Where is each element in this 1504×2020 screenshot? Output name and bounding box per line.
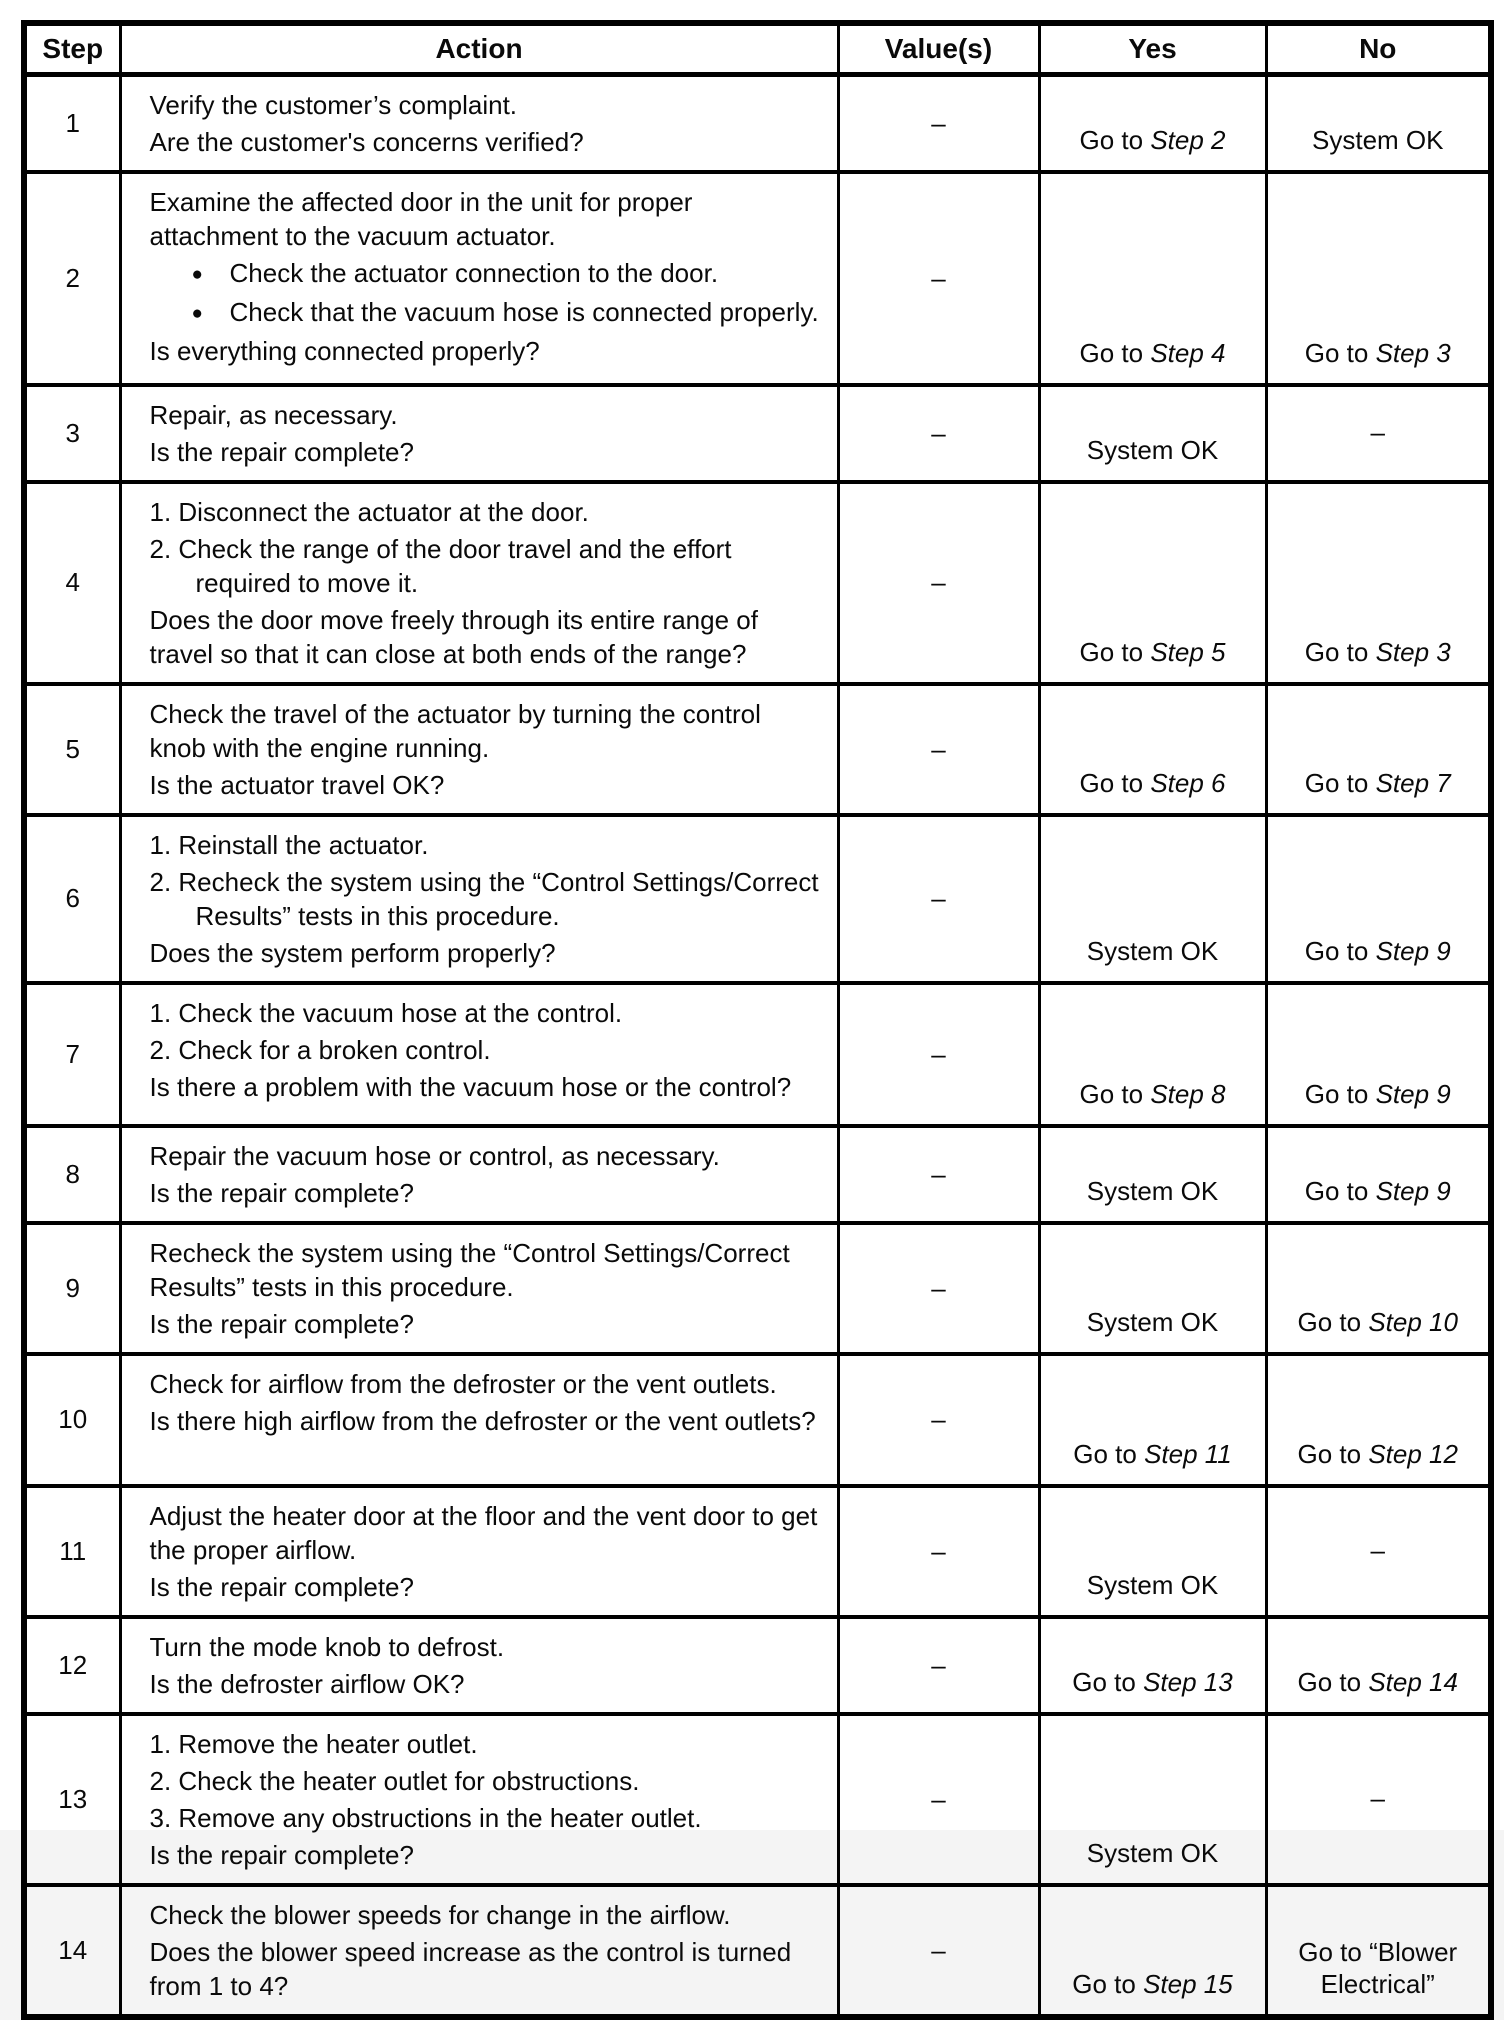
yes-cell: System OK: [1039, 1126, 1266, 1223]
action-cell: [120, 385, 838, 482]
action-line-question: Is the actuator travel OK?: [149, 769, 445, 800]
action-line-text: Verify the customer’s complaint.: [149, 89, 518, 120]
step-cell: 6: [24, 815, 120, 983]
yes-cell: Go to Step 4: [1039, 172, 1266, 385]
action-line-text: Examine the affected door in the unit for proper attachment to the vacuum actuator.: [149, 186, 693, 251]
action-line-text: Adjust the heater door at the floor and the vent door to get the proper airflow.: [149, 1500, 818, 1565]
yes-cell: Go to Step 5: [1039, 482, 1266, 684]
action-line-text: Repair, as necessary.: [149, 399, 398, 430]
yes-cell: Go to Step 15: [1039, 1885, 1266, 2017]
value-cell: –: [838, 1714, 1039, 1885]
action-line-question: Is the repair complete?: [149, 1571, 414, 1602]
table-row: [24, 983, 1491, 1126]
action-line-text: Check the travel of the actuator by turning the control knob with the engine running.: [149, 698, 761, 763]
action-line-num: 1. Reinstall the actuator.: [149, 829, 429, 860]
yes-cell: System OK: [1039, 1714, 1266, 1885]
header-row: [24, 23, 1491, 74]
yes-cell: System OK: [1039, 815, 1266, 983]
table-row: [24, 172, 1491, 385]
value-cell: –: [838, 684, 1039, 815]
step-cell: 14: [24, 1885, 120, 2017]
table-row: [24, 1885, 1491, 2017]
step-cell: 9: [24, 1223, 120, 1354]
action-line-text: Repair the vacuum hose or control, as necessary.: [149, 1140, 720, 1171]
no-cell: Go to Step 9: [1266, 815, 1491, 983]
action-line-num: 1. Remove the heater outlet.: [149, 1728, 478, 1759]
action-cell: [120, 1126, 838, 1223]
action-line-num: 1. Check the vacuum hose at the control.: [149, 997, 623, 1028]
col-header-yes: Yes: [1039, 23, 1266, 74]
action-line-text: Recheck the system using the “Control Settings/Correct Results” tests in this procedure.: [149, 1237, 790, 1302]
action-line-text: Check for airflow from the defroster or the vent outlets.: [149, 1368, 777, 1399]
bullet-icon: ●: [191, 263, 203, 285]
no-cell: Go to Step 7: [1266, 684, 1491, 815]
table-row: [24, 74, 1491, 172]
value-cell: –: [838, 1617, 1039, 1714]
value-cell: –: [838, 815, 1039, 983]
value-cell: –: [838, 1885, 1039, 2017]
no-cell: Go to Step 14: [1266, 1617, 1491, 1714]
action-cell: [120, 1354, 838, 1486]
action-line-num: 3. Remove any obstructions in the heater outlet.: [149, 1802, 702, 1833]
yes-cell: System OK: [1039, 1223, 1266, 1354]
value-cell: –: [838, 1223, 1039, 1354]
yes-cell: Go to Step 13: [1039, 1617, 1266, 1714]
step-cell: 12: [24, 1617, 120, 1714]
step-cell: 11: [24, 1486, 120, 1617]
table-row: [24, 1714, 1491, 1885]
col-header-action: Action: [120, 23, 838, 74]
no-cell: Go to Step 3: [1266, 172, 1491, 385]
action-line-question: Is everything connected properly?: [149, 335, 540, 366]
no-cell: –: [1266, 1486, 1491, 1617]
action-line-question: Is the repair complete?: [149, 1308, 414, 1339]
table-row: [24, 1486, 1491, 1617]
step-cell: 13: [24, 1714, 120, 1885]
table-row: [24, 815, 1491, 983]
action-line-question: Is there a problem with the vacuum hose or the control?: [149, 1071, 792, 1102]
action-cell: [120, 172, 838, 385]
action-line-num: 2. Check the heater outlet for obstructions.: [149, 1765, 640, 1796]
action-cell: [120, 482, 838, 684]
col-header-step: Step: [24, 23, 120, 74]
table-row: [24, 482, 1491, 684]
action-cell: [120, 1617, 838, 1714]
action-line-question: Is the repair complete?: [149, 1839, 414, 1870]
step-cell: 7: [24, 983, 120, 1126]
action-cell: [120, 1486, 838, 1617]
step-cell: 4: [24, 482, 120, 684]
action-cell: [120, 1885, 838, 2017]
step-cell: 1: [24, 74, 120, 172]
no-cell: Go to Step 9: [1266, 1126, 1491, 1223]
action-line-num: 2. Check for a broken control.: [149, 1034, 491, 1065]
yes-cell: Go to Step 2: [1039, 74, 1266, 172]
no-cell: Go to Step 12: [1266, 1354, 1491, 1486]
step-cell: 2: [24, 172, 120, 385]
value-cell: –: [838, 983, 1039, 1126]
step-cell: 5: [24, 684, 120, 815]
col-header-values: Value(s): [838, 23, 1039, 74]
action-line-question: Does the blower speed increase as the control is turned from 1 to 4?: [149, 1936, 792, 2001]
table-row: [24, 1223, 1491, 1354]
action-line-question: Is the defroster airflow OK?: [149, 1668, 465, 1699]
step-cell: 10: [24, 1354, 120, 1486]
no-cell: Go to “Blower Electrical”: [1266, 1885, 1491, 2017]
yes-cell: System OK: [1039, 385, 1266, 482]
yes-cell: Go to Step 6: [1039, 684, 1266, 815]
action-line-bullet: ● Check the actuator connection to the door.: [150, 256, 823, 292]
value-cell: –: [838, 1486, 1039, 1617]
action-line-question: Are the customer's concerns verified?: [149, 126, 584, 157]
no-cell: –: [1266, 385, 1491, 482]
action-line-question: Does the door move freely through its entire range of travel so that it can close at both ends of the range?: [149, 604, 758, 669]
action-cell: [120, 983, 838, 1126]
action-line-question: Does the system perform properly?: [149, 937, 556, 968]
diagnostic-table: [21, 20, 1494, 2020]
table-row: [24, 1126, 1491, 1223]
action-cell: [120, 1223, 838, 1354]
step-cell: 3: [24, 385, 120, 482]
action-line-question: Is the repair complete?: [149, 1177, 414, 1208]
value-cell: –: [838, 1126, 1039, 1223]
table-row: [24, 385, 1491, 482]
value-cell: –: [838, 385, 1039, 482]
action-line-num: 2. Recheck the system using the “Control Settings/Correct Results” tests in this procedure.: [149, 866, 819, 931]
action-line-question: Is there high airflow from the defroster or the vent outlets?: [149, 1405, 816, 1436]
action-line-bullet: ● Check that the vacuum hose is connected properly.: [150, 295, 823, 331]
yes-cell: System OK: [1039, 1486, 1266, 1617]
action-cell: [120, 74, 838, 172]
no-cell: Go to Step 10: [1266, 1223, 1491, 1354]
bullet-icon: ●: [191, 302, 203, 324]
no-cell: Go to Step 9: [1266, 983, 1491, 1126]
action-line-num: 1. Disconnect the actuator at the door.: [149, 496, 589, 527]
value-cell: –: [838, 1354, 1039, 1486]
no-cell: –: [1266, 1714, 1491, 1885]
step-cell: 8: [24, 1126, 120, 1223]
no-cell: System OK: [1266, 74, 1491, 172]
yes-cell: Go to Step 8: [1039, 983, 1266, 1126]
action-line-text: Turn the mode knob to defrost.: [149, 1631, 505, 1662]
action-cell: [120, 1714, 838, 1885]
action-line-text: Check the blower speeds for change in the airflow.: [149, 1899, 731, 1930]
action-cell: [120, 684, 838, 815]
no-cell: Go to Step 3: [1266, 482, 1491, 684]
table-row: [24, 684, 1491, 815]
table-row: [24, 1354, 1491, 1486]
yes-cell: Go to Step 11: [1039, 1354, 1266, 1486]
col-header-no: No: [1266, 23, 1491, 74]
action-line-num: 2. Check the range of the door travel and the effort required to move it.: [149, 533, 732, 598]
value-cell: –: [838, 172, 1039, 385]
table-row: [24, 1617, 1491, 1714]
action-cell: [120, 815, 838, 983]
value-cell: –: [838, 482, 1039, 684]
value-cell: –: [838, 74, 1039, 172]
action-line-question: Is the repair complete?: [149, 436, 414, 467]
